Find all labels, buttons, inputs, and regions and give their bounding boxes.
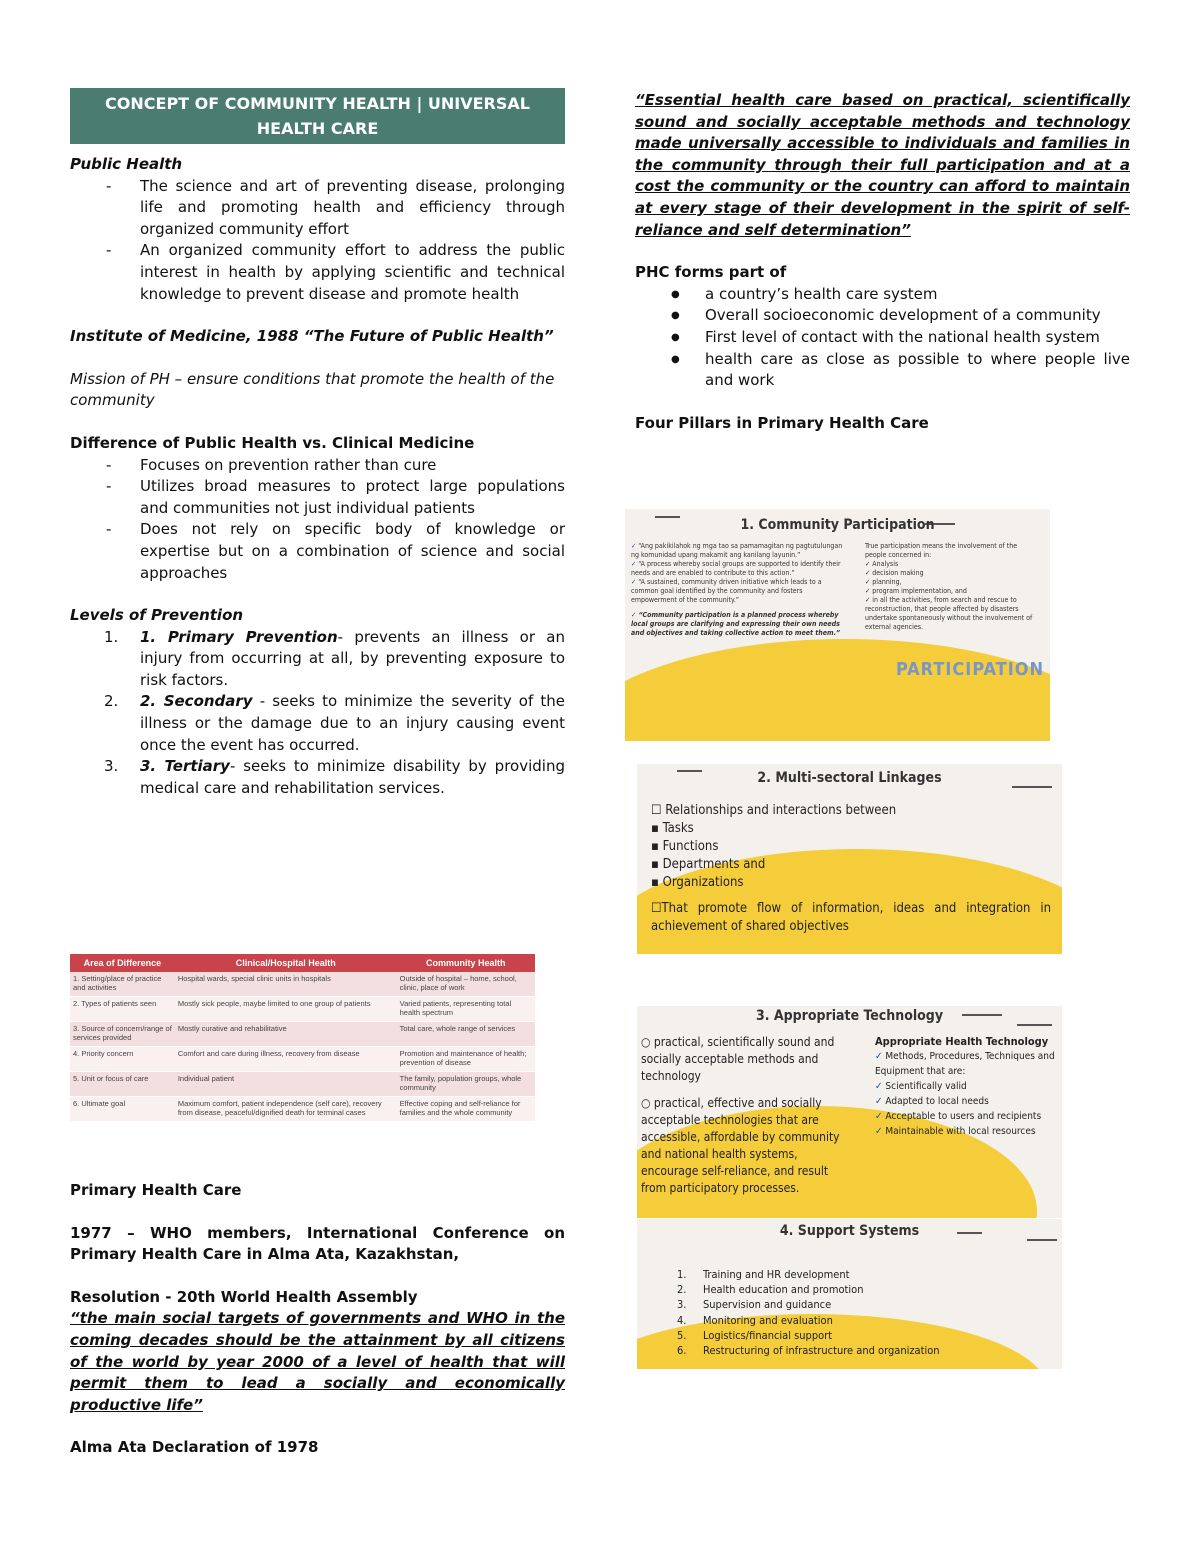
- table-cell: 3. Source of concern/range of services provided: [70, 1022, 175, 1047]
- table-header: Clinical/Hospital Health: [175, 954, 397, 972]
- difference-list: [70, 455, 565, 585]
- table-cell: The family, population groups, whole community: [397, 1072, 535, 1097]
- slide-title: 3. Appropriate Technology: [755, 1008, 944, 1024]
- list-item: ● a country’s health care system: [635, 284, 1130, 306]
- slide-body: ☐ Relationships and interactions between ▪ Tasks ▪ Functions ▪ Departments and ▪ Organizations ☐That promote flow of information, ideas and integration in achievement of shared objectives: [651, 803, 1051, 934]
- table-cell: Hospital wards, special clinic units in hospitals: [175, 972, 397, 997]
- table-header: Community Health: [397, 954, 535, 972]
- table-cell: Effective coping and self-reliance for families and the whole community: [397, 1097, 535, 1122]
- table-cell: Comfort and care during illness, recovery from disease: [175, 1047, 397, 1072]
- table-cell: 4. Priority concern: [70, 1047, 175, 1072]
- slide-title: 1. Community Participation: [740, 517, 935, 533]
- list-item: 2. 2. Secondary - seeks to minimize the severity of the illness or the damage due to an injury causing event once the event has occurred.: [104, 692, 565, 754]
- slide-left-text: ✓ “Ang pakikilahok ng mga tao sa pamamagitan ng pagtutulungan ng komunidad upang makamit ang kanilang layunin.” ✓ “A process whereby social groups are supported to identify their needs and are enabled to contribute to this action.” ✓ “A sustained, community driven initiative which leads to a common goal identified by the community and fosters empowerment of the community.” ✓ “Community participation is a planned process whereby local groups are clarifying and expressing their own needs and objectives and taking collective action to meet them.”: [631, 542, 843, 637]
- levels-heading: Levels of Prevention: [70, 606, 244, 625]
- who-1977-text: 1977 – WHO members, International Conference on Primary Health Care in Alma Ata, Kazakhstan,: [70, 1223, 565, 1264]
- table-row: [70, 1022, 535, 1047]
- list-item: - Does not rely on specific body of knowledge or expertise but on a combination of science and social approaches: [70, 519, 565, 584]
- levels-list: [70, 627, 565, 800]
- difference-table: [70, 954, 535, 1122]
- table-row: [70, 1072, 535, 1097]
- list-item: - An organized community effort to address the public interest in health by applying scientific and technical knowledge to prevent disease and promote health: [70, 240, 565, 305]
- page-title: CONCEPT OF COMMUNITY HEALTH | UNIVERSAL HEALTH CARE: [70, 88, 565, 144]
- participation-word-art: PARTICIPATION: [895, 659, 1045, 680]
- table-cell: Mostly sick people, maybe limited to one group of patients: [175, 997, 397, 1022]
- right-column: [635, 90, 1130, 434]
- slide-support-systems: [637, 1219, 1062, 1369]
- table-cell: 2. Types of patients seen: [70, 997, 175, 1022]
- mission-text: Mission of PH – ensure conditions that promote the health of the community: [70, 369, 555, 410]
- phc-definition-quote: “Essential health care based on practical, scientifically sound and socially acceptable methods and technology made universally accessible to individuals and families in the community through their full participation and at a cost the community or the country can afford to maintain at every stage of their development in the spirit of self-reliance and self determination”: [635, 91, 1130, 239]
- list-item: 3. 3. Tertiary- seeks to minimize disability by providing medical care and rehabilitation services.: [104, 757, 565, 797]
- slide-appropriate-technology: [637, 1006, 1062, 1218]
- difference-heading: Difference of Public Health vs. Clinical Medicine: [70, 433, 475, 452]
- list-item: ● First level of contact with the national health system: [635, 327, 1130, 349]
- slide-multisectoral-linkages: [637, 764, 1062, 954]
- table-cell: 6. Ultimate goal: [70, 1097, 175, 1122]
- phc-forms-heading: PHC forms part of: [635, 263, 787, 282]
- table-cell: 5. Unit or focus of care: [70, 1072, 175, 1097]
- public-health-heading: Public Health: [70, 155, 183, 173]
- table-cell: Maximum comfort, patient independence (self care), recovery from disease, peaceful/dignified death for terminal cases: [175, 1097, 397, 1122]
- iom-heading: Institute of Medicine, 1988 “The Future of Public Health”: [70, 327, 554, 346]
- list-item: 1. 1. Primary Prevention- prevents an illness or an injury from occurring at all, by preventing exposure to risk factors.: [104, 627, 566, 689]
- table-cell: Promotion and maintenance of health; prevention of disease: [397, 1047, 535, 1072]
- pillars-heading: Four Pillars in Primary Health Care: [635, 413, 929, 432]
- list-item: - Utilizes broad measures to protect large populations and communities not just individual patients: [70, 476, 565, 519]
- table-row: [70, 1047, 535, 1072]
- slide-title: 4. Support Systems: [779, 1223, 920, 1239]
- list-item: ● health care as close as possible to where people live and work: [635, 349, 1130, 392]
- public-health-list: [70, 176, 565, 306]
- table-row: [70, 972, 535, 997]
- table-cell: Individual patient: [175, 1072, 397, 1097]
- table-cell: Varied patients, representing total health spectrum: [397, 997, 535, 1022]
- left-column-bottom: [70, 1180, 565, 1459]
- table-row: [70, 1097, 535, 1122]
- slide-right-body: Appropriate Health Technology ✓ Methods, Procedures, Techniques and Equipment that are: ✓ Scientifically valid ✓ Adapted to local needs ✓ Acceptable to users and recipients ✓ Maintainable with local resources: [875, 1035, 1055, 1137]
- table-cell: Mostly curative and rehabilitative: [175, 1022, 397, 1047]
- table-header: Area of Difference: [70, 954, 175, 972]
- alma-ata-heading: Alma Ata Declaration of 1978: [70, 1438, 319, 1457]
- slide-title: 2. Multi-sectoral Linkages: [757, 770, 942, 786]
- table-cell: Total care, whole range of services: [397, 1022, 535, 1047]
- table-cell: 1. Setting/place of practice and activities: [70, 972, 175, 997]
- table-row: [70, 997, 535, 1022]
- left-column: [70, 88, 565, 799]
- list-item: ● Overall socioeconomic development of a community: [635, 305, 1130, 327]
- resolution-heading: Resolution - 20th World Health Assembly: [70, 1287, 418, 1306]
- table-cell: Outside of hospital – home, school, clinic, place of work: [397, 972, 535, 997]
- list-item: - The science and art of preventing disease, prolonging life and promoting health and efficiency through organized community effort: [70, 176, 565, 241]
- slide-community-participation: [625, 509, 1050, 741]
- phc-forms-list: [635, 284, 1130, 392]
- list-item: - Focuses on prevention rather than cure: [70, 455, 565, 477]
- resolution-quote: “the main social targets of governments and WHO in the coming decades should be the attainment by all citizens of the world by year 2000 of a level of health that will permit them to lead a socially and economically productive life”: [70, 1309, 565, 1414]
- slide-left-body: ○ practical, scientifically sound and socially acceptable methods and technology ○ practical, effective and socially acceptable technologies that are accessible, affordable by community and national health systems, encourage self-reliance, and result from participatory processes.: [641, 1035, 840, 1195]
- slide-body: 1. Training and HR development 2. Health education and promotion 3. Supervision and guidance 4. Monitoring and evaluation 5. Logistics/financial support 6. Restructuring of infrastructure and organization: [677, 1268, 940, 1358]
- slide-right-text: True participation means the involvement of the people concerned in: ✓ Analysis ✓ decision making ✓ planning, ✓ program implementation, and ✓ in all the activities, from search and rescue to reconstruction, that people affected by disasters undertake spontaneously without the involvement of external agencies.: [865, 542, 1033, 631]
- phc-heading: Primary Health Care: [70, 1181, 242, 1199]
